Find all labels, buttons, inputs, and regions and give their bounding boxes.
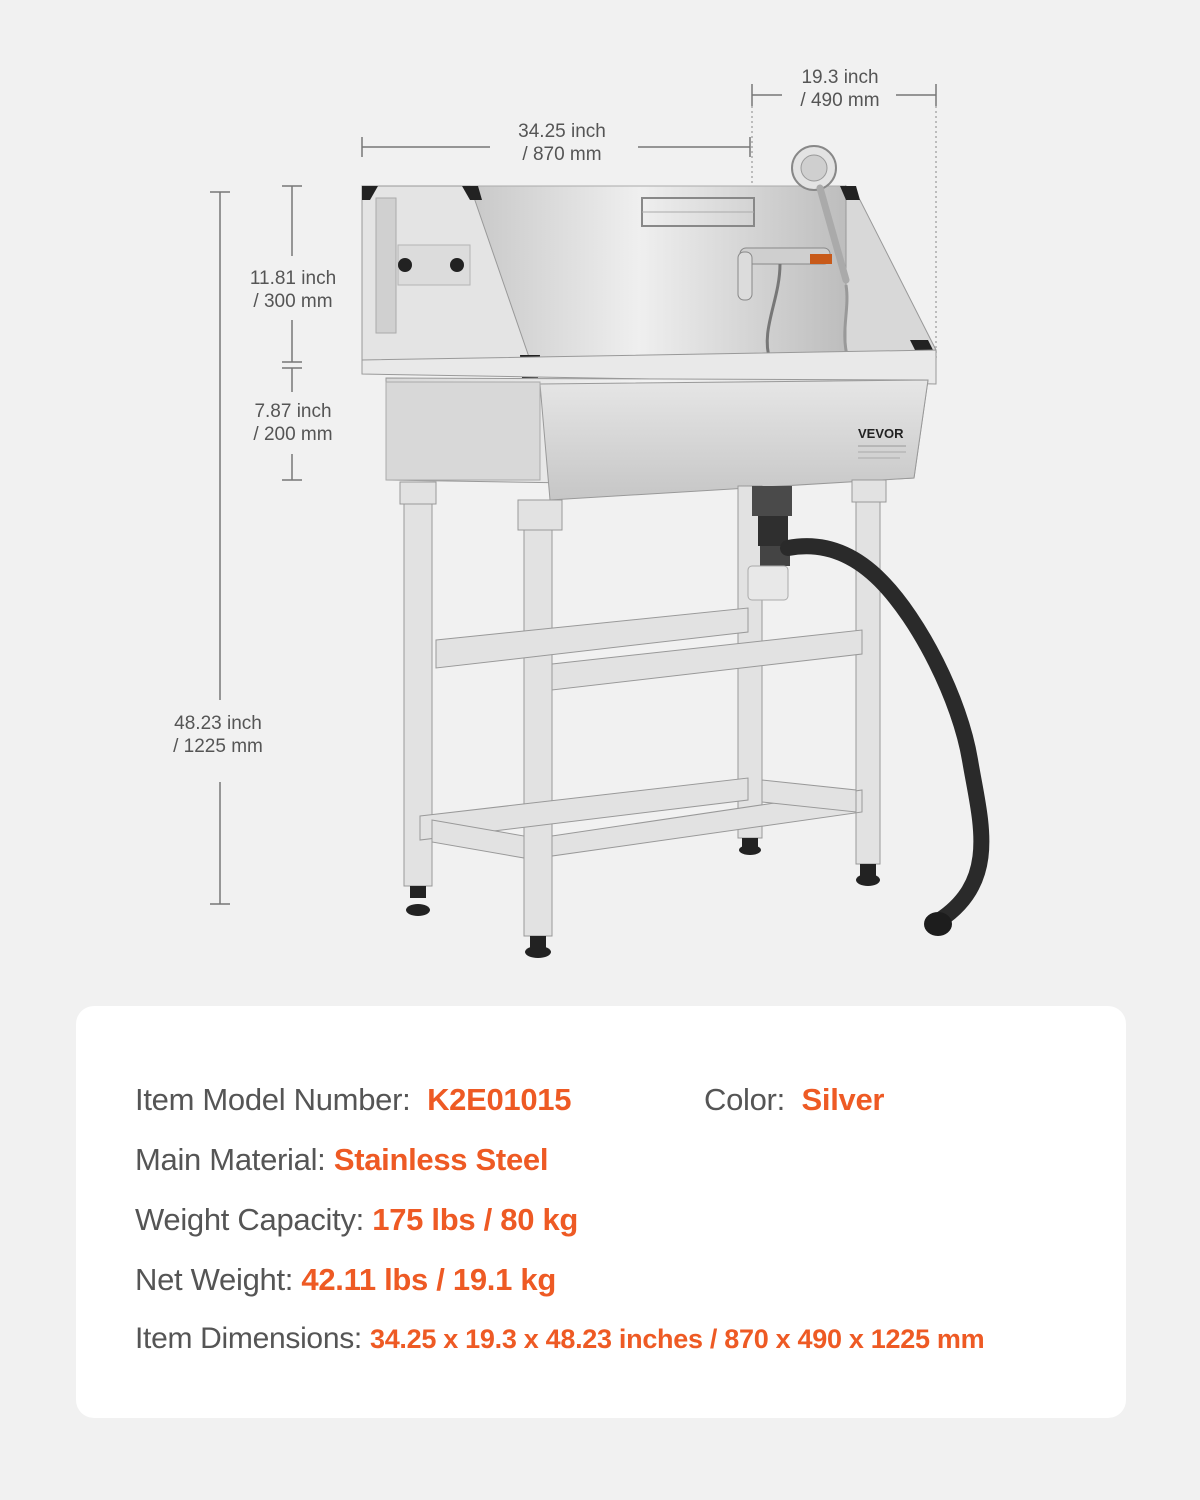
spec-dimensions <box>135 1322 984 1356</box>
spec-net-weight-label: Net Weight: <box>135 1262 294 1297</box>
tub-depth-inch: 7.87 inch <box>254 401 332 422</box>
spec-material-value: Stainless Steel <box>333 1142 549 1177</box>
brand-logo: VEVOR <box>858 426 904 441</box>
total-height-mm: / 1225 mm <box>173 736 263 757</box>
spec-card <box>76 1006 1126 1418</box>
width-inch: 34.25 inch <box>518 121 606 142</box>
total-height-dimension-label <box>148 712 288 758</box>
spec-material-label: Main Material: <box>135 1142 326 1177</box>
spec-dimensions-value: 34.25 x 19.3 x 48.23 inches / 870 x 490 x 1225 mm <box>370 1324 985 1354</box>
tub-depth-dimension-label <box>228 400 358 446</box>
depth-mm: / 490 mm <box>800 90 880 111</box>
backsplash-mm: / 300 mm <box>253 291 333 312</box>
spec-model-label: Item Model Number: <box>135 1082 411 1117</box>
spec-net-weight <box>135 1262 556 1298</box>
tub-depth-mm: / 200 mm <box>253 424 333 445</box>
spec-color-label: Color: <box>704 1082 785 1117</box>
spec-model-value: K2E01015 <box>427 1082 572 1117</box>
depth-dimension-label <box>770 66 910 112</box>
backsplash-inch: 11.81 inch <box>249 268 337 289</box>
spec-color-value: Silver <box>801 1082 885 1117</box>
total-height-inch: 48.23 inch <box>174 713 262 734</box>
spec-capacity-label: Weight Capacity: <box>135 1202 364 1237</box>
grooming-tub-image <box>340 140 1060 970</box>
spec-material <box>135 1142 548 1178</box>
spec-model <box>135 1082 571 1118</box>
spec-capacity-value: 175 lbs / 80 kg <box>372 1202 579 1237</box>
spec-net-weight-value: 42.11 lbs / 19.1 kg <box>301 1262 556 1297</box>
spec-color <box>704 1082 884 1118</box>
spec-dimensions-label: Item Dimensions: <box>135 1322 362 1355</box>
backsplash-dimension-label <box>228 267 358 313</box>
width-mm: / 870 mm <box>522 144 602 165</box>
spec-capacity <box>135 1202 578 1238</box>
depth-inch: 19.3 inch <box>801 67 879 88</box>
